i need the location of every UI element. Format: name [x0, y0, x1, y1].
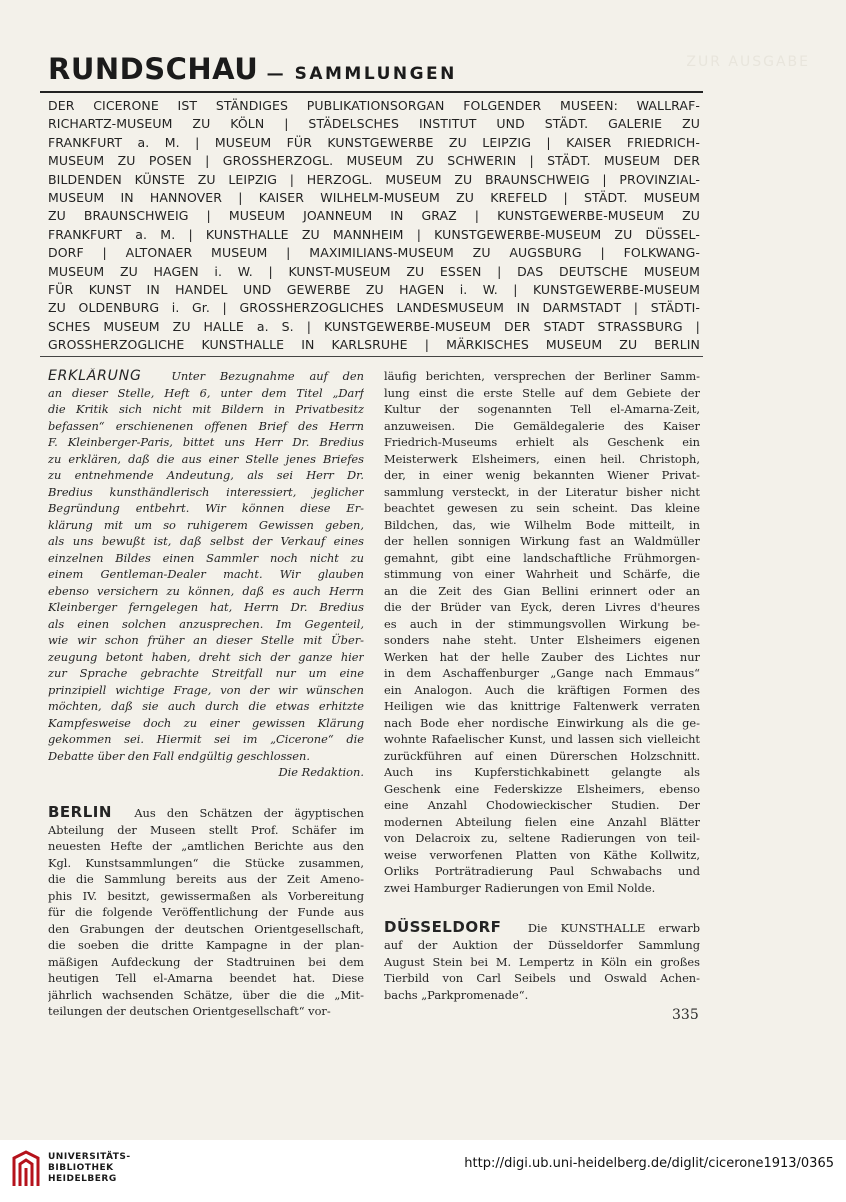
duesseldorf-first-line [384, 918, 700, 937]
erklaerung-line: einzelnen Bildes einen Sammler noch nicht zu [48, 550, 364, 565]
page-heading [48, 52, 708, 86]
institution-line: HEIDELBERG [48, 1174, 117, 1184]
university-logo-icon [10, 1150, 42, 1194]
berlin-continuation-line: Geschenk eine Federskizze Elsheimers, ebenso [384, 781, 700, 796]
berlin-line: mäßigen Aufdeckung der Stadtruinen bei dem [48, 954, 364, 969]
berlin-line: den Grabungen der deutschen Orientgesellschaft, [48, 921, 364, 936]
berlin-continuation-line: eine Anzahl Chodowieckischer Studien. Der [384, 798, 700, 812]
footer-bar [0, 1140, 846, 1202]
museum-list-line: ZU BRAUNSCHWEIG | MUSEUM JOANNEUM IN GRAZ | KUNSTGEWERBE-MUSEUM ZU [48, 208, 700, 224]
berlin-continuation-line: sonders nahe steht. Unter Elsheimers eigenen [384, 633, 700, 647]
erklaerung-line: als uns bewußt ist, daß selbst der Verkauf eines [48, 534, 364, 548]
museum-list-line: SCHES MUSEUM ZU HALLE a. S. | KUNSTGEWERBE-MUSEUM DER STADT STRASSBURG | [48, 318, 700, 334]
museum-list-line: DORF | ALTONAER MUSEUM | MAXIMILIANS-MUSEUM ZU AUGSBURG | FOLKWANG- [48, 245, 700, 261]
berlin-continuation-line: Auch ins Kupferstichkabinett gelangte als [384, 765, 700, 779]
institution-name [48, 1152, 131, 1185]
museum-list-line: ZU OLDENBURG i. Gr. | GROSSHERZOGLICHES LANDESMUSEUM IN DARMSTADT | STÄDTI- [48, 300, 700, 316]
berlin-continuation-line: Friedrich-Museums erhielt als Geschenk ein [384, 435, 700, 449]
berlin-continuation-line: lung einst die erste Stelle auf dem Gebiete der [384, 385, 700, 400]
erklaerung-keyword: ERKLÄRUNG [48, 368, 142, 384]
duesseldorf-line: bachs „Parkpromenade“. [384, 987, 529, 1002]
berlin-continuation-line: läufig berichten, versprechen der Berliner Samm- [384, 369, 700, 383]
source-url-link[interactable]: http://digi.ub.uni-heidelberg.de/diglit/cicerone1913/0365 [464, 1156, 834, 1171]
erklaerung-line: möchten, daß sie auch durch die etwas erhitzte [48, 699, 364, 713]
berlin-line: jährlich wachsenden Schätze, über die die „Mit- [48, 987, 364, 1002]
berlin-line: Kgl. Kunstsammlungen“ die Stücke zusammen, [48, 855, 364, 870]
berlin-keyword: BERLIN [48, 802, 112, 821]
berlin-continuation-line: wohnte Rafaelischer Kunst, und lassen sich vielleicht [384, 732, 700, 746]
left-column [48, 368, 364, 1020]
duesseldorf-line: auf der Auktion der Düsseldorfer Sammlung [384, 938, 700, 952]
erklaerung-line: Kleinberger ferngelegen hat, Herrn Dr. Bredius [48, 600, 364, 614]
top-rule [40, 91, 703, 93]
page-number: 335 [672, 1007, 699, 1023]
duesseldorf-line: August Stein bei M. Lempertz in Köln ein großes [384, 954, 700, 969]
heading-subtitle: SAMMLUNGEN [294, 64, 457, 84]
berlin-continuation-line: anzuweisen. Die Gemäldegalerie des Kaiser [384, 418, 700, 433]
erklaerung-line: klärung mit um so ruhigerem Gewissen geben, [48, 517, 364, 532]
duesseldorf-keyword: DÜSSELDORF [384, 918, 502, 936]
museums-intro [48, 96, 700, 354]
museum-list-line: DER CICERONE IST STÄNDIGES PUBLIKATIONSORGAN FOLGENDER MUSEEN: WALLRAF- [48, 98, 700, 113]
erklaerung-line: Kampfesweise doch zu einer gewissen Klärung [48, 715, 364, 730]
erklaerung-line: die Kritik sich nicht mit Bildern in Privatbesitz [48, 402, 364, 416]
berlin-continuation-line: beachtet gewesen zu sein scheint. Das kleine [384, 501, 700, 515]
berlin-line: die die Sammlung bereits aus der Zeit Ameno- [48, 872, 364, 886]
erklaerung-line: einem Gentleman-Dealer macht. Wir glauben [48, 567, 364, 581]
berlin-paragraph [48, 822, 364, 1020]
museum-list-line: FRANKFURT a. M. | KUNSTHALLE ZU MANNHEIM | KUNSTGEWERBE-MUSEUM ZU DÜSSEL- [48, 226, 700, 242]
museum-list-line: MUSEUM IN HANNOVER | KAISER WILHELM-MUSEUM ZU KREFELD | STÄDT. MUSEUM [48, 190, 700, 205]
berlin-continuation-line: ein Analogon. Auch die kräftigen Formen des [384, 682, 700, 697]
berlin-continuation-line: in dem Aschaffenburger „Gange nach Emmaus“ [384, 666, 700, 680]
erklaerung-line: Debatte über den Fall endgültig geschlossen. [48, 748, 310, 763]
erklaerung-line: Begründung entbehrt. Wir können diese Er- [48, 501, 364, 515]
berlin-continuation-line: der, in einer wenig bekannten Wiener Privat- [384, 468, 700, 482]
berlin-continuation-line: sammlung versteckt, in der Literatur bisher nicht [384, 484, 700, 499]
erklaerung-line: F. Kleinberger-Paris, bittet uns Herr Dr. Bredius [48, 435, 364, 449]
intro-rule [40, 356, 703, 357]
right-column [384, 368, 700, 1003]
berlin-continuation-line: modernen Abteilung fielen eine Anzahl Blätter [384, 814, 700, 829]
berlin-continuation-line: zwei Hamburger Radierungen von Emil Nolde. [384, 880, 656, 895]
berlin-line: phis IV. besitzt, gewissermaßen als Vorbereitung [48, 888, 364, 903]
erklaerung-line: zeugung betont haben, dreht sich der ganze hier [48, 649, 364, 664]
museum-list-line: BILDENDEN KÜNSTE ZU LEIPZIG | HERZOGL. MUSEUM ZU BRAUNSCHWEIG | PROVINZIAL- [48, 171, 700, 187]
erklaerung-line: zu entnehmende Andeutung, als sei Herr Dr. [48, 468, 364, 482]
duesseldorf-line: Tierbild von Carl Seibels und Oswald Achen- [384, 971, 700, 985]
section-spacer [384, 896, 700, 918]
museum-list-line: RICHARTZ-MUSEUM ZU KÖLN | STÄDELSCHES INSTITUT UND STÄDT. GALERIE ZU [48, 116, 700, 132]
erklaerung-line: an dieser Stelle, Heft 6, unter dem Titel „Darf [48, 385, 364, 400]
berlin-line: teilungen der deutschen Orientgesellschaft“ vor- [48, 1004, 331, 1018]
duesseldorf-first-line-text: Die KUNSTHALLE erwarb [527, 921, 700, 935]
museum-list-line: GROSSHERZOGLICHE KUNSTHALLE IN KARLSRUHE | MÄRKISCHES MUSEUM ZU BERLIN [48, 337, 700, 353]
berlin-continuation-line: an die Zeit des Gian Bellini erinnert oder an [384, 583, 700, 598]
heading-title: RUNDSCHAU [48, 52, 259, 86]
erklaerung-line: befassen“ erschienenen offenen Brief des Herrn [48, 418, 364, 433]
berlin-continuation-line: Orliks Porträtradierung Paul Schwabachs und [384, 864, 700, 878]
museum-list-line: MUSEUM ZU HAGEN i. W. | KUNST-MUSEUM ZU ESSEN | DAS DEUTSCHE MUSEUM [48, 263, 700, 279]
institution-line: BIBLIOTHEK [48, 1163, 114, 1173]
bleed-through-text: ZUR AUSGABE [686, 54, 810, 70]
erklaerung-signature: Die Redaktion. [278, 765, 364, 779]
erklaerung-line: prinzipiell wichtige Frage, von der wir wünschen [48, 682, 364, 697]
berlin-continuation-line: Heiligen wie das knittrige Faltenwerk verraten [384, 699, 700, 713]
erklaerung-line: wie wir schon früher an dieser Stelle mit Über- [48, 633, 364, 647]
museum-list-line: MUSEUM ZU POSEN | GROSSHERZOGL. MUSEUM ZU SCHWERIN | STÄDT. MUSEUM DER [48, 153, 700, 169]
berlin-first-line [48, 803, 364, 822]
berlin-continuation-line: die der Brüder van Eyck, deren Livres d'heures [384, 600, 700, 614]
berlin-continuation-line: Kultur der sogenannten Tell el-Amarna-Zeit, [384, 402, 700, 416]
museum-list-line: FÜR KUNST IN HANDEL UND GEWERBE ZU HAGEN i. W. | KUNSTGEWERBE-MUSEUM [48, 282, 700, 297]
museum-list-line: FRANKFURT a. M. | MUSEUM FÜR KUNSTGEWERBE ZU LEIPZIG | KAISER FRIEDRICH- [48, 134, 700, 150]
berlin-continuation-line: Werken hat der helle Zauber des Lichtes nur [384, 649, 700, 664]
institution-line: UNIVERSITÄTS- [48, 1152, 131, 1162]
berlin-continuation-line: von Delacroix zu, seltene Radierungen von teil- [384, 831, 700, 845]
erklaerung-line: Bredius kunsthändlerisch interessiert, jeglicher [48, 484, 364, 499]
erklaerung-first-line-text: Unter Bezugnahme auf den [171, 369, 364, 383]
section-spacer [48, 781, 364, 803]
erklaerung-line: gekommen sei. Hiermit sei im „Cicerone“ die [48, 732, 364, 746]
berlin-line: die soeben die dritte Kampagne in der plan- [48, 938, 364, 952]
erklaerung-line: ebenso versichern zu können, daß es auch Herrn [48, 583, 364, 598]
berlin-line: für die folgende Veröffentlichung der Funde aus [48, 905, 364, 919]
berlin-continuation-paragraph [384, 368, 700, 896]
berlin-continuation-line: stimmung von einer Wahrheit und Schärfe, die [384, 567, 700, 581]
berlin-line: neuesten Hefte der „amtlichen Berichte aus den [48, 839, 364, 853]
berlin-continuation-line: der hellen sonnigen Wirkung fast an Waldmüller [384, 534, 700, 548]
berlin-continuation-line: Meisterwerk Elsheimers, einen heil. Christoph, [384, 451, 700, 466]
berlin-line: Abteilung der Museen stellt Prof. Schäfer im [48, 822, 364, 837]
heading-dash: — [258, 64, 295, 84]
erklaerung-line: zur Sprache gebrachte Streitfall nur um eine [48, 666, 364, 680]
duesseldorf-paragraph [384, 937, 700, 1003]
berlin-line: heutigen Tell el-Amarna beendet hat. Diese [48, 971, 364, 985]
erklaerung-paragraph [48, 385, 364, 765]
erklaerung-line: als einen solchen anzusprechen. Im Gegenteil, [48, 616, 364, 631]
berlin-continuation-line: weise verworfenen Platten von Käthe Kollwitz, [384, 847, 700, 862]
berlin-continuation-line: es auch in der stimmungsvollen Wirkung be- [384, 616, 700, 631]
berlin-continuation-line: Bildchen, das, wie Wilhelm Bode mitteilt, in [384, 517, 700, 532]
erklaerung-line: zu erklären, daß die aus einer Stelle jenes Briefes [48, 451, 364, 466]
berlin-continuation-line: nach Bode eher nordische Einwirkung als die ge- [384, 715, 700, 730]
berlin-continuation-line: zurückführen auf einen Dürerschen Holzschnitt. [384, 748, 700, 763]
erklaerung-first-line [48, 368, 364, 385]
berlin-continuation-line: gemahnt, gibt eine landschaftliche Frühmorgen- [384, 550, 700, 565]
berlin-first-line-text: Aus den Schätzen der ägyptischen [134, 805, 364, 820]
